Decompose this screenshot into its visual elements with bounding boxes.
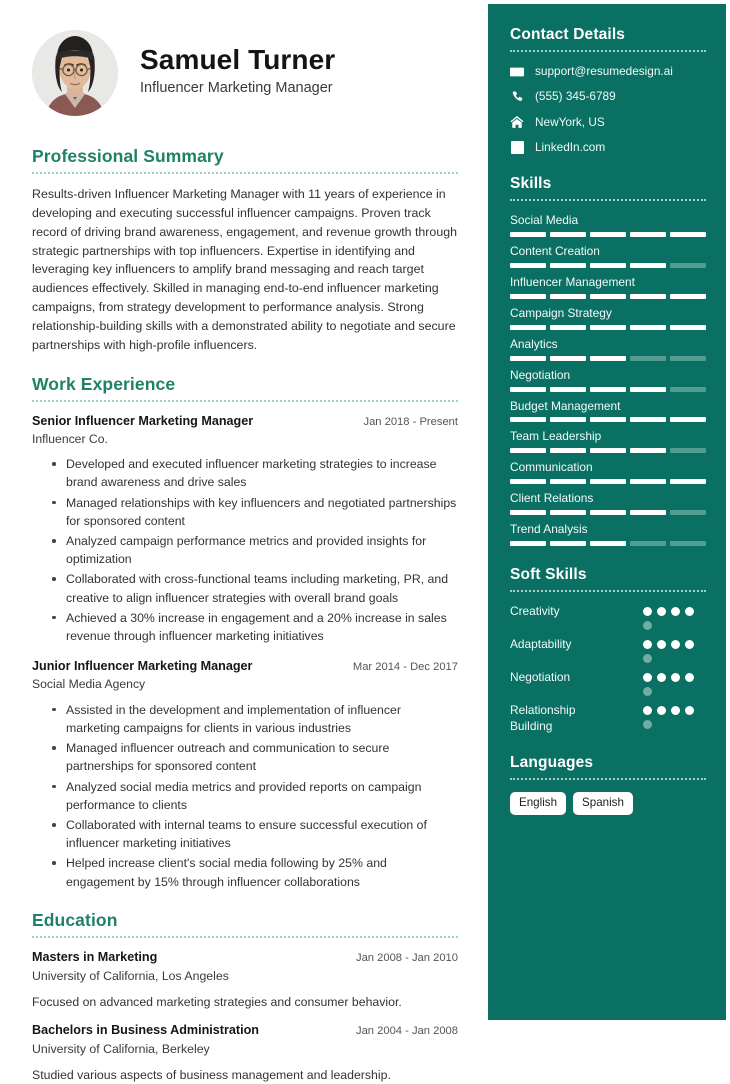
rating-dot bbox=[643, 673, 652, 682]
sidebar-heading-languages: Languages bbox=[510, 754, 594, 772]
skill-bar-segment bbox=[630, 541, 666, 546]
skill-bar-segment bbox=[630, 387, 666, 392]
skill-bar-segment bbox=[670, 387, 706, 392]
soft-skill-rating bbox=[643, 703, 706, 729]
work-company: Social Media Agency bbox=[32, 677, 146, 692]
skill-bar-segment bbox=[590, 417, 626, 422]
education-dates: Jan 2008 - Jan 2010 bbox=[355, 951, 458, 964]
education-school: University of California, Los Angeles bbox=[32, 968, 229, 983]
skill-bar-segment bbox=[670, 263, 706, 268]
skill-item bbox=[510, 522, 706, 546]
rating-dot bbox=[643, 706, 652, 715]
skill-level-bar bbox=[510, 232, 706, 237]
work-bullet: Helped increase client's social media following by 25% and engagement by 15% through influencer collaborations bbox=[66, 854, 458, 890]
rating-dot bbox=[671, 673, 680, 682]
work-dates: Mar 2014 - Dec 2017 bbox=[352, 661, 458, 674]
sidebar-divider bbox=[510, 50, 706, 52]
skill-bar-segment bbox=[550, 263, 586, 268]
skill-bar-segment bbox=[670, 541, 706, 546]
work-bullet: Managed influencer outreach and communication to secure partnerships for sponsored content bbox=[66, 739, 458, 775]
avatar bbox=[32, 30, 118, 116]
section-education bbox=[32, 910, 458, 1084]
skill-label: Social Media bbox=[510, 213, 579, 228]
envelope-icon bbox=[510, 65, 524, 79]
language-chip[interactable]: Spanish bbox=[573, 792, 633, 814]
skill-bar-segment bbox=[550, 387, 586, 392]
soft-skill-rating bbox=[643, 604, 706, 630]
soft-skill-rating bbox=[643, 637, 706, 663]
skill-item bbox=[510, 275, 706, 299]
rating-dot bbox=[657, 640, 666, 649]
skill-bar-segment bbox=[670, 325, 706, 330]
sidebar-divider bbox=[510, 778, 706, 780]
skill-bar-segment bbox=[590, 541, 626, 546]
work-list bbox=[32, 413, 458, 891]
skill-bar-segment bbox=[590, 356, 626, 361]
soft-skill-label: Adaptability bbox=[510, 636, 572, 651]
skill-bar-segment bbox=[590, 232, 626, 237]
sidebar-heading-skills: Skills bbox=[510, 175, 552, 193]
contact-item[interactable] bbox=[510, 115, 706, 130]
rating-dot bbox=[657, 706, 666, 715]
work-entry-header bbox=[32, 413, 458, 430]
skill-bar-segment bbox=[550, 510, 586, 515]
skill-bar-segment bbox=[590, 263, 626, 268]
skill-bar-segment bbox=[510, 417, 546, 422]
skill-item bbox=[510, 491, 706, 515]
skill-bar-segment bbox=[630, 479, 666, 484]
section-soft-skills bbox=[510, 566, 706, 734]
skill-bar-segment bbox=[630, 417, 666, 422]
rating-dot bbox=[685, 706, 694, 715]
work-bullet: Developed and executed influencer marketing strategies to increase brand awareness and drive sales bbox=[66, 455, 458, 491]
skill-level-bar bbox=[510, 417, 706, 422]
work-bullet: Analyzed campaign performance metrics and provided insights for optimization bbox=[66, 532, 458, 568]
soft-skill-label: Negotiation bbox=[510, 669, 571, 684]
skill-bar-segment bbox=[510, 387, 546, 392]
rating-dot bbox=[685, 673, 694, 682]
skill-bar-segment bbox=[510, 479, 546, 484]
skill-bar-segment bbox=[510, 510, 546, 515]
section-work-experience bbox=[32, 374, 458, 891]
skill-level-bar bbox=[510, 448, 706, 453]
skill-label: Communication bbox=[510, 460, 593, 475]
contact-item[interactable] bbox=[510, 89, 706, 104]
work-entry bbox=[32, 658, 458, 891]
soft-skill-item bbox=[510, 670, 706, 696]
rating-dot bbox=[643, 687, 652, 696]
skill-level-bar bbox=[510, 263, 706, 268]
sidebar-divider bbox=[510, 199, 706, 201]
rating-dot bbox=[671, 706, 680, 715]
skill-level-bar bbox=[510, 356, 706, 361]
skill-label: Team Leadership bbox=[510, 429, 602, 444]
skill-item bbox=[510, 337, 706, 361]
skill-level-bar bbox=[510, 479, 706, 484]
contact-item[interactable] bbox=[510, 64, 706, 79]
skill-bar-segment bbox=[630, 263, 666, 268]
section-divider bbox=[32, 400, 458, 402]
section-skills bbox=[510, 175, 706, 546]
contact-value: NewYork, US bbox=[535, 114, 605, 129]
education-entry bbox=[32, 1022, 458, 1084]
soft-skill-rating bbox=[643, 670, 706, 696]
soft-skills-list bbox=[510, 604, 706, 734]
skill-label: Negotiation bbox=[510, 367, 571, 382]
work-company: Influencer Co. bbox=[32, 431, 108, 446]
skill-bar-segment bbox=[550, 232, 586, 237]
sidebar-divider bbox=[510, 590, 706, 592]
name-block bbox=[140, 44, 335, 102]
skill-item bbox=[510, 429, 706, 453]
skill-bar-segment bbox=[630, 510, 666, 515]
resume-header bbox=[32, 30, 458, 116]
skill-bar-segment bbox=[550, 294, 586, 299]
work-bullet: Collaborated with internal teams to ensure successful execution of influencer marketing initiatives bbox=[66, 816, 458, 852]
education-description: Focused on advanced marketing strategies and consumer behavior. bbox=[32, 995, 402, 1010]
skill-label: Client Relations bbox=[510, 491, 594, 506]
work-bullet: Collaborated with cross-functional teams including marketing, PR, and creative to align influencer strategies with overall brand goals bbox=[66, 570, 458, 606]
contact-value: (555) 345-6789 bbox=[535, 89, 616, 104]
education-degree: Bachelors in Business Administration bbox=[32, 1022, 259, 1037]
soft-skill-item bbox=[510, 637, 706, 663]
home-icon bbox=[510, 115, 524, 129]
section-heading-work: Work Experience bbox=[32, 373, 176, 394]
skill-bar-segment bbox=[510, 325, 546, 330]
summary-text: Results-driven Influencer Marketing Manager with 11 years of experience in developing and executing successful influencer campaigns. Proven track record of driving brand awareness, engagement, and revenue growth through strategic partnerships with top influencers. Expertise in identifying and leveraging key influencers to amplify brand messaging and reach target audiences effectively. Skilled in managing end-to-end influencer marketing campaigns, from strategy development to performance analysis. Strong relationship-building skills with a demonstrated ability to negotiate and secure partnerships with high-profile influencers. bbox=[32, 187, 457, 352]
skill-item bbox=[510, 368, 706, 392]
sidebar-heading-contact: Contact Details bbox=[510, 26, 626, 43]
skill-bar-segment bbox=[590, 387, 626, 392]
section-contact-details bbox=[510, 26, 706, 155]
skill-item bbox=[510, 306, 706, 330]
job-title: Influencer Marketing Manager bbox=[140, 80, 333, 97]
skill-level-bar bbox=[510, 387, 706, 392]
skill-bar-segment bbox=[510, 541, 546, 546]
contact-value: support@resumedesign.ai bbox=[535, 64, 673, 78]
education-degree: Masters in Marketing bbox=[32, 949, 158, 964]
skill-bar-segment bbox=[670, 448, 706, 453]
skill-bar-segment bbox=[510, 294, 546, 299]
skill-bar-segment bbox=[550, 479, 586, 484]
skill-bar-segment bbox=[510, 356, 546, 361]
soft-skill-item bbox=[510, 604, 706, 630]
skill-bar-segment bbox=[670, 232, 706, 237]
education-entry-header bbox=[32, 949, 458, 966]
skills-list bbox=[510, 213, 706, 546]
rating-dot bbox=[671, 607, 680, 616]
work-bullet: Analyzed social media metrics and provided reports on campaign performance to clients bbox=[66, 778, 458, 814]
skill-label: Campaign Strategy bbox=[510, 305, 612, 320]
sidebar-heading-soft-skills: Soft Skills bbox=[510, 565, 587, 583]
skill-item bbox=[510, 460, 706, 484]
skill-bar-segment bbox=[630, 448, 666, 453]
skill-label: Content Creation bbox=[510, 244, 600, 259]
skill-item bbox=[510, 213, 706, 237]
skill-level-bar bbox=[510, 294, 706, 299]
skill-label: Trend Analysis bbox=[510, 522, 588, 537]
full-name: Samuel Turner bbox=[140, 44, 336, 76]
skill-bar-segment bbox=[550, 356, 586, 361]
skill-item bbox=[510, 244, 706, 268]
work-role: Senior Influencer Marketing Manager bbox=[32, 413, 254, 428]
skill-bar-segment bbox=[590, 294, 626, 299]
work-role: Junior Influencer Marketing Manager bbox=[32, 659, 253, 674]
skill-bar-segment bbox=[670, 356, 706, 361]
work-bullet: Assisted in the development and implementation of influencer marketing campaigns for clients in various industries bbox=[66, 701, 458, 737]
rating-dot bbox=[643, 607, 652, 616]
education-entry bbox=[32, 949, 458, 1012]
contact-value: LinkedIn.com bbox=[535, 139, 606, 154]
education-description: Studied various aspects of business management and leadership. bbox=[32, 1068, 391, 1083]
skill-bar-segment bbox=[590, 448, 626, 453]
skill-bar-segment bbox=[550, 417, 586, 422]
section-divider bbox=[32, 936, 458, 938]
skill-label: Budget Management bbox=[510, 398, 621, 413]
rating-dot bbox=[685, 640, 694, 649]
language-chip[interactable]: English bbox=[510, 792, 566, 814]
work-entry bbox=[32, 413, 458, 646]
language-chip-list bbox=[510, 792, 706, 814]
skill-bar-segment bbox=[630, 294, 666, 299]
work-bullet-list bbox=[32, 701, 458, 891]
rating-dot bbox=[643, 640, 652, 649]
skill-bar-segment bbox=[550, 325, 586, 330]
contact-list bbox=[510, 64, 706, 155]
rating-dot bbox=[643, 621, 652, 630]
main-content-column bbox=[4, 4, 488, 1083]
soft-skill-label: Creativity bbox=[510, 603, 560, 618]
work-bullet: Achieved a 30% increase in engagement and a 20% increase in sales revenue through influencer marketing initiatives bbox=[66, 609, 458, 645]
skill-bar-segment bbox=[510, 263, 546, 268]
education-dates: Jan 2004 - Jan 2008 bbox=[355, 1024, 458, 1037]
skill-item bbox=[510, 399, 706, 423]
work-bullet-list bbox=[32, 455, 458, 645]
skill-bar-segment bbox=[630, 356, 666, 361]
skill-bar-segment bbox=[630, 325, 666, 330]
rating-dot bbox=[671, 640, 680, 649]
education-list bbox=[32, 949, 458, 1084]
skill-label: Influencer Management bbox=[510, 275, 635, 290]
rating-dot bbox=[657, 607, 666, 616]
skill-bar-segment bbox=[590, 510, 626, 515]
skill-bar-segment bbox=[510, 232, 546, 237]
rating-dot bbox=[685, 607, 694, 616]
rating-dot bbox=[643, 720, 652, 729]
skill-bar-segment bbox=[590, 325, 626, 330]
skill-bar-segment bbox=[630, 232, 666, 237]
rating-dot bbox=[643, 654, 652, 663]
skill-bar-segment bbox=[670, 417, 706, 422]
soft-skill-item bbox=[510, 703, 706, 734]
education-school: University of California, Berkeley bbox=[32, 1041, 210, 1056]
rating-dot bbox=[657, 673, 666, 682]
skill-bar-segment bbox=[590, 479, 626, 484]
skill-level-bar bbox=[510, 510, 706, 515]
sidebar bbox=[488, 4, 726, 1020]
skill-label: Analytics bbox=[510, 336, 558, 351]
skill-bar-segment bbox=[550, 541, 586, 546]
section-professional-summary bbox=[32, 146, 458, 355]
work-entry-header bbox=[32, 658, 458, 675]
soft-skill-label: Relationship Building bbox=[510, 702, 576, 733]
section-heading-summary: Professional Summary bbox=[32, 146, 224, 166]
section-heading-education: Education bbox=[32, 909, 118, 930]
skill-level-bar bbox=[510, 325, 706, 330]
skill-bar-segment bbox=[550, 448, 586, 453]
section-divider bbox=[32, 172, 458, 174]
skill-bar-segment bbox=[510, 448, 546, 453]
work-dates: Jan 2018 - Present bbox=[363, 415, 458, 428]
skill-bar-segment bbox=[670, 479, 706, 484]
phone-icon bbox=[510, 90, 524, 104]
skill-bar-segment bbox=[670, 510, 706, 515]
skill-level-bar bbox=[510, 541, 706, 546]
linkedin-icon bbox=[510, 141, 524, 154]
contact-item[interactable] bbox=[510, 140, 706, 155]
work-bullet: Managed relationships with key influencers and negotiated partnerships for sponsored content bbox=[66, 494, 458, 530]
profile-photo-icon bbox=[32, 30, 118, 116]
skill-bar-segment bbox=[670, 294, 706, 299]
education-entry-header bbox=[32, 1022, 458, 1039]
section-languages bbox=[510, 754, 706, 814]
